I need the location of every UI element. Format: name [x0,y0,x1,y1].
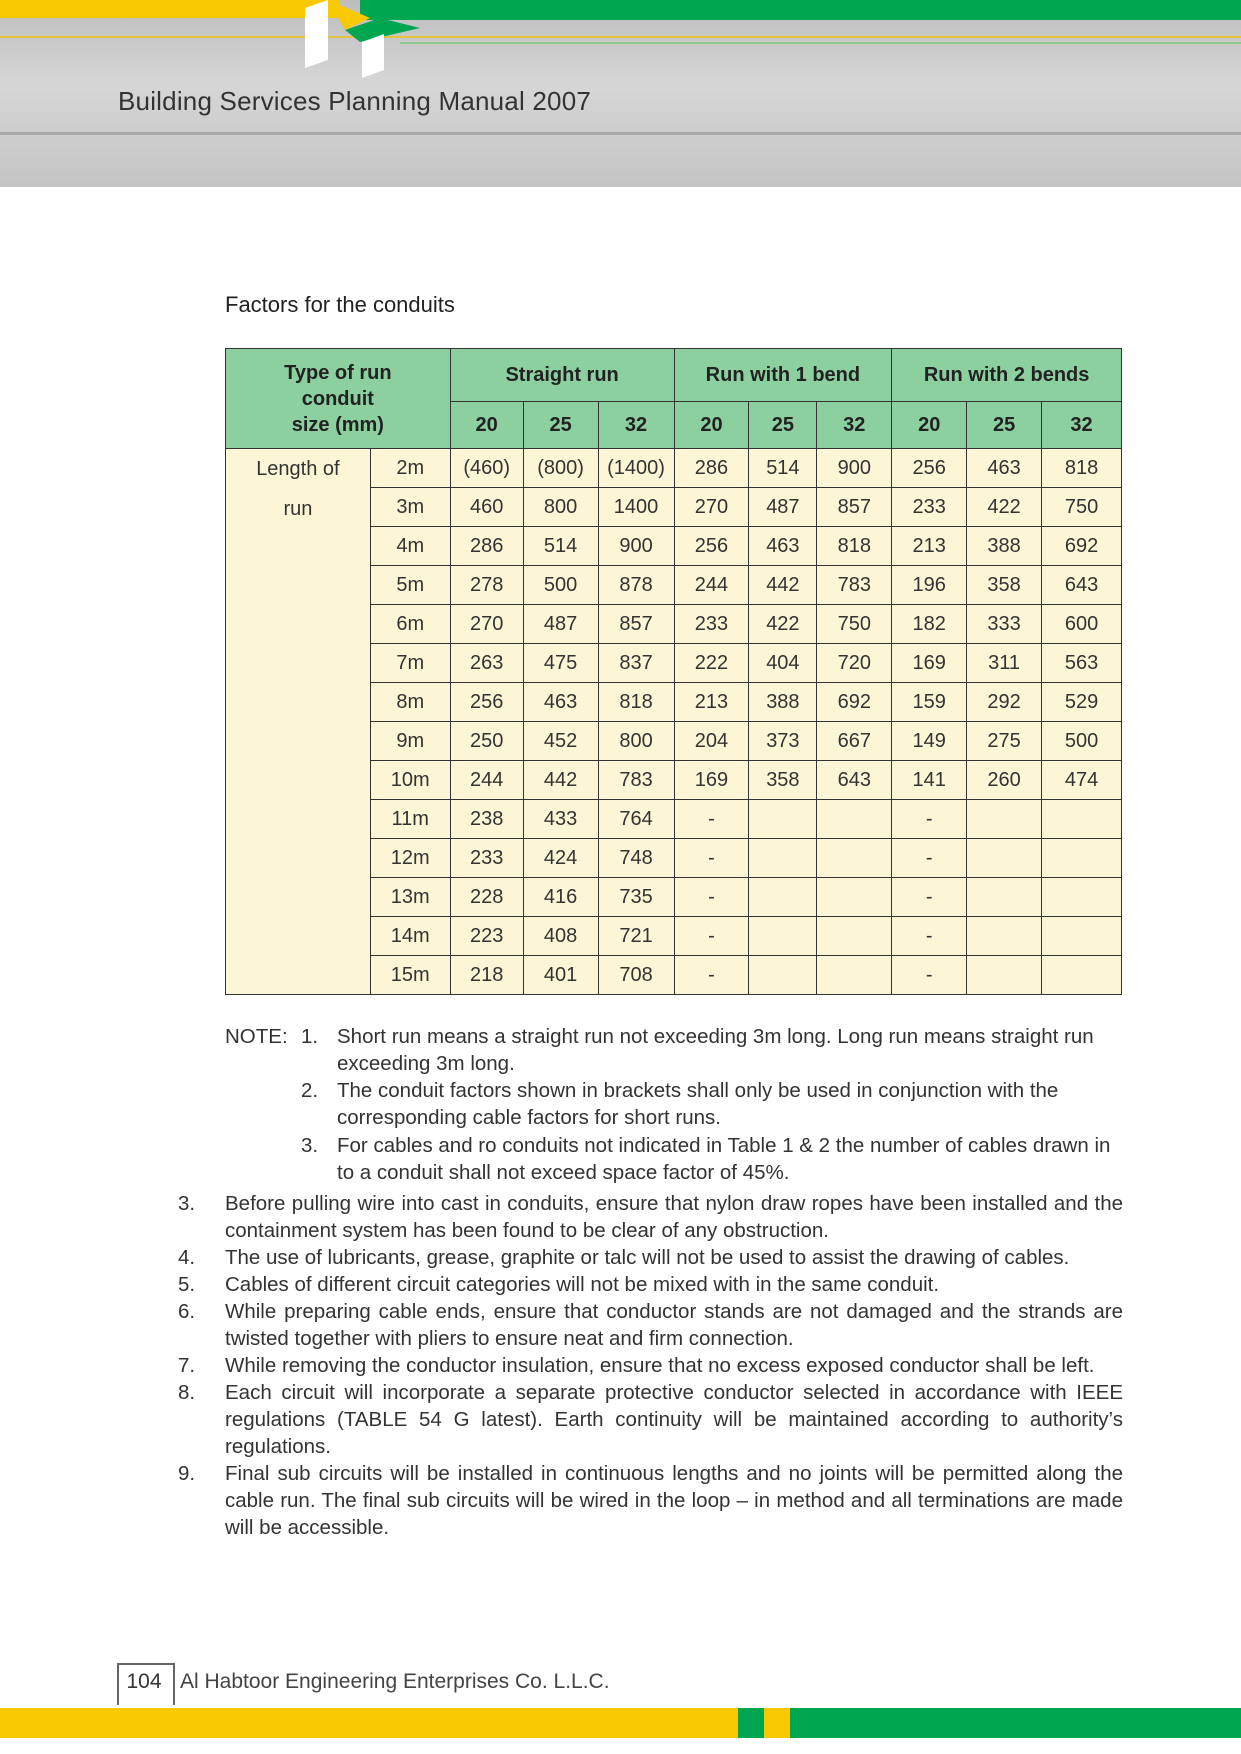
factor-cell: 442 [523,761,598,800]
note-number: 1. [301,1025,319,1048]
factor-cell: 750 [1042,488,1122,527]
factor-cell: 278 [450,566,523,605]
conduit-factors-table [225,348,1122,995]
factor-cell: 563 [1042,644,1122,683]
factor-cell [817,917,892,956]
note-item [301,1132,1117,1186]
factor-cell [967,800,1042,839]
factor-cell: 233 [892,488,967,527]
factor-cell: 818 [817,527,892,566]
factor-cell: 487 [749,488,817,527]
length-cell: 10m [370,761,450,800]
length-cell: 11m [370,800,450,839]
factor-cell: 286 [450,527,523,566]
factor-cell: 263 [450,644,523,683]
note-text: For cables and ro conduits not indicated in Table 1 & 2 the number of cables drawn in to a conduit shall not exceed space factor of 45%. [337,1134,1111,1184]
list-item [178,1271,1123,1298]
factor-cell: 222 [674,644,749,683]
list-text: Final sub circuits will be installed in continuous lengths and no joints will be permitted along the cable run. The final sub circuits will be wired in the loop – in method and all terminations are made will be accessible. [225,1462,1123,1539]
type-header-line: conduit [301,387,374,410]
factor-cell: 275 [967,722,1042,761]
factor-cell: 233 [674,605,749,644]
list-item [178,1460,1123,1541]
factor-cell: 720 [817,644,892,683]
size-header: 20 [674,402,749,449]
factor-cell: - [674,839,749,878]
length-cell: 14m [370,917,450,956]
factor-cell: 373 [749,722,817,761]
header-yellow-band [0,0,340,18]
factor-cell: 256 [450,683,523,722]
factor-cell: 818 [1042,449,1122,488]
factor-cell: 196 [892,566,967,605]
factor-cell: - [674,800,749,839]
note-text: The conduit factors shown in brackets shall only be used in conjunction with the corresponding cable factors for short runs. [337,1079,1059,1129]
factor-cell: - [892,956,967,995]
factor-cell: 422 [749,605,817,644]
factor-cell: 900 [598,527,674,566]
factor-cell: 159 [892,683,967,722]
factor-cell: 475 [523,644,598,683]
list-number: 8. [178,1381,196,1404]
factor-cell: 514 [749,449,817,488]
list-text: The use of lubricants, grease, graphite or talc will not be used to assist the drawing of cables. [225,1246,1070,1269]
factor-cell: 388 [749,683,817,722]
note-number: 3. [301,1134,319,1157]
factor-cell: 800 [523,488,598,527]
length-cell: 8m [370,683,450,722]
factor-cell: 529 [1042,683,1122,722]
size-header: 20 [892,402,967,449]
factor-cell: 311 [967,644,1042,683]
factor-cell [817,800,892,839]
factor-cell: 358 [749,761,817,800]
factor-cell: 228 [450,878,523,917]
note-label: NOTE: [225,1025,288,1048]
type-of-run-header [226,349,451,449]
company-logo-icon [300,0,430,80]
group-header-2-bends: Run with 2 bends [892,349,1122,402]
factor-cell: 388 [967,527,1042,566]
factor-cell: - [892,917,967,956]
factor-cell [817,878,892,917]
factor-cell: 233 [450,839,523,878]
factor-cell: 463 [523,683,598,722]
list-item [178,1379,1123,1460]
factor-cell: 1400 [598,488,674,527]
factor-cell: 416 [523,878,598,917]
page-number: 104 [126,1670,162,1693]
factor-cell: 750 [817,605,892,644]
factor-cell: 667 [817,722,892,761]
factor-cell: 260 [967,761,1042,800]
size-header: 32 [1042,402,1122,449]
type-header-line: size (mm) [291,413,384,436]
factor-cell: - [674,917,749,956]
list-text: While removing the conductor insulation, ensure that no excess exposed conductor shall be left. [225,1354,1095,1377]
factor-cell: 213 [892,527,967,566]
factor-cell: 292 [967,683,1042,722]
factor-cell: 169 [674,761,749,800]
note-item [301,1077,1117,1131]
factor-cell [1042,956,1122,995]
factor-cell: 692 [817,683,892,722]
factor-cell: 857 [598,605,674,644]
factor-cell [749,917,817,956]
factor-cell [1042,800,1122,839]
factor-cell: 422 [967,488,1042,527]
length-cell: 4m [370,527,450,566]
header-green-band [360,0,1241,20]
factor-cell: 204 [674,722,749,761]
factor-cell: 764 [598,800,674,839]
factor-cell: 256 [674,527,749,566]
length-label-line: run [283,498,313,520]
list-text: Before pulling wire into cast in conduits, ensure that nylon draw ropes have been installed and the containment system has been found to be clear of any obstruction. [225,1192,1123,1242]
header-stripe [400,42,1241,44]
factor-cell: 182 [892,605,967,644]
length-cell: 6m [370,605,450,644]
factor-cell: 250 [450,722,523,761]
length-cell: 9m [370,722,450,761]
factor-cell [1042,878,1122,917]
factor-cell: 238 [450,800,523,839]
factor-cell: (460) [450,449,523,488]
factor-cell: 433 [523,800,598,839]
factor-cell: 500 [1042,722,1122,761]
factor-cell: 270 [674,488,749,527]
factor-cell: 333 [967,605,1042,644]
factor-cell: 223 [450,917,523,956]
factor-cell: 218 [450,956,523,995]
factor-cell: 600 [1042,605,1122,644]
list-item [178,1244,1123,1271]
factor-cell [1042,917,1122,956]
factor-cell [749,800,817,839]
factor-cell [967,956,1042,995]
list-item [178,1352,1123,1379]
factor-cell: 487 [523,605,598,644]
footer-yellow-band [0,1708,738,1738]
group-header-1-bend: Run with 1 bend [674,349,892,402]
length-cell: 13m [370,878,450,917]
list-number: 5. [178,1273,196,1296]
note-number: 2. [301,1079,319,1102]
factor-cell: 169 [892,644,967,683]
factor-cell: - [674,878,749,917]
length-cell: 12m [370,839,450,878]
factor-cell: 643 [1042,566,1122,605]
factor-cell: 404 [749,644,817,683]
length-label-line: Length of [256,458,340,480]
factor-cell: 643 [817,761,892,800]
factor-cell: 460 [450,488,523,527]
factor-cell: 857 [817,488,892,527]
factor-cell [817,956,892,995]
section-title: Factors for the conduits [225,292,455,317]
note-item [301,1023,1117,1077]
factor-cell: 442 [749,566,817,605]
factor-cell: 141 [892,761,967,800]
factor-cell: 708 [598,956,674,995]
factor-cell: 408 [523,917,598,956]
group-header-straight: Straight run [450,349,674,402]
factor-cell [967,839,1042,878]
factor-cell: 270 [450,605,523,644]
factor-cell: 401 [523,956,598,995]
factor-cell: 244 [674,566,749,605]
table-body [226,449,1122,995]
factor-cell: 878 [598,566,674,605]
list-text: While preparing cable ends, ensure that conductor stands are not damaged and the strands are twisted together with pliers to ensure neat and firm connection. [225,1300,1123,1350]
size-header: 32 [817,402,892,449]
size-header: 25 [523,402,598,449]
factor-cell: 783 [817,566,892,605]
factor-cell: 692 [1042,527,1122,566]
length-of-run-label [226,449,371,995]
factor-cell: 256 [892,449,967,488]
page-header [0,0,1241,187]
factor-cell [749,956,817,995]
factor-cell: 463 [967,449,1042,488]
factor-cell: 818 [598,683,674,722]
footer-green-band [790,1708,1241,1738]
length-cell: 2m [370,449,450,488]
factor-cell [749,878,817,917]
list-item [178,1298,1123,1352]
factor-cell: - [674,956,749,995]
factor-cell: 800 [598,722,674,761]
footer-green-block [738,1708,764,1738]
size-header: 32 [598,402,674,449]
factor-cell: 149 [892,722,967,761]
list-text: Cables of different circuit categories will not be mixed with in the same conduit. [225,1273,940,1296]
factor-cell [817,839,892,878]
factor-cell [1042,839,1122,878]
factor-cell: (800) [523,449,598,488]
factor-cell: 244 [450,761,523,800]
factor-cell: 837 [598,644,674,683]
length-cell: 5m [370,566,450,605]
factor-cell: 213 [674,683,749,722]
factor-cell: 721 [598,917,674,956]
note-text: Short run means a straight run not exceeding 3m long. Long run means straight run exceeding 3m long. [337,1025,1094,1075]
length-cell: 7m [370,644,450,683]
length-cell: 3m [370,488,450,527]
list-text: Each circuit will incorporate a separate protective conductor selected in accordance with IEEE regulations (TABLE 54 G latest). Earth continuity will be maintained according to authority’s regulations. [225,1381,1123,1458]
factor-cell: 424 [523,839,598,878]
size-header: 20 [450,402,523,449]
factor-cell: 900 [817,449,892,488]
list-number: 9. [178,1462,196,1485]
list-number: 3. [178,1192,196,1215]
footer-company: Al Habtoor Engineering Enterprises Co. L.L.C. [180,1670,610,1693]
footer-yellow-block [764,1708,790,1738]
list-number: 7. [178,1354,196,1377]
size-header: 25 [967,402,1042,449]
factor-cell: - [892,878,967,917]
table-row [226,449,1122,488]
size-header: 25 [749,402,817,449]
factor-cell: 748 [598,839,674,878]
factor-cell [967,878,1042,917]
factor-cell: (1400) [598,449,674,488]
factor-cell: - [892,839,967,878]
factor-cell: 452 [523,722,598,761]
factor-cell: 474 [1042,761,1122,800]
header-stripe [0,36,1241,38]
list-number: 4. [178,1246,196,1269]
factor-cell: 463 [749,527,817,566]
factor-cell: 358 [967,566,1042,605]
header-divider [0,132,1241,135]
factor-cell [967,917,1042,956]
type-header-line: Type of run [284,361,392,384]
factor-cell: 286 [674,449,749,488]
header-title: Building Services Planning Manual 2007 [118,86,592,116]
list-number: 6. [178,1300,196,1323]
factor-cell: - [892,800,967,839]
list-item [178,1190,1123,1244]
factor-cell: 783 [598,761,674,800]
factor-cell: 514 [523,527,598,566]
length-cell: 15m [370,956,450,995]
factor-cell: 735 [598,878,674,917]
factor-cell: 500 [523,566,598,605]
factor-cell [749,839,817,878]
instruction-list [178,1190,1123,1541]
